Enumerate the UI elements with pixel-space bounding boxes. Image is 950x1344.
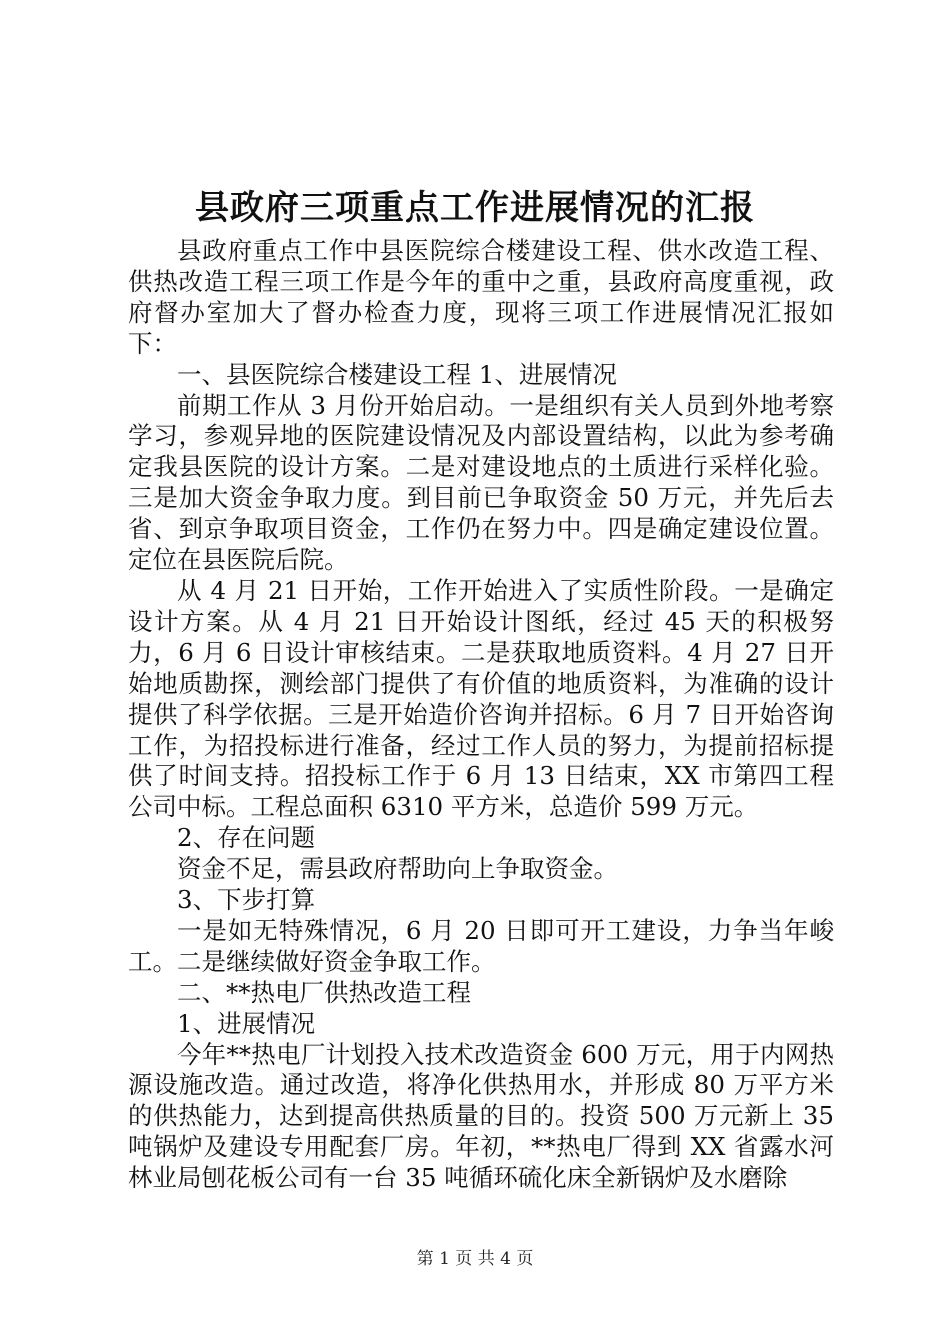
paragraph-next-steps: 一是如无特殊情况，6 月 20 日即可开工建设，力争当年峻工。二是继续做好资金争取工作。 — [128, 915, 834, 976]
document-body — [128, 236, 834, 1194]
paragraph-substantive-stage: 从 4 月 21 日开始，工作开始进入了实质性阶段。一是确定设计方案。从 4 月 21 日开始设计图纸，经过 45 天的积极努力，6 月 6 日设计审核结束。二是获取地质资料。4 月 27 日开始地质勘探，测绘部门提供了有价值的地质资料，为准确的设计提供了科学依据。三是开始造价咨询并招标。6 月 7 日开始咨询工作，为招投标进行准备，经过工作人员的努力，为提前招标提供了时间支持。招投标工作于 6 月 13 日结束，XX 市第四工程公司中标。工程总面积 6310 平方米，总造价 599 万元。 — [128, 575, 834, 822]
subheading-next-steps: 3、下步打算 — [177, 885, 316, 915]
subheading-problems: 2、存在问题 — [177, 823, 316, 853]
paragraph-heating-progress: 今年**热电厂计划投入技术改造资金 600 万元，用于内网热源设施改造。通过改造，将净化供热用水，并形成 80 万平方米的供热能力，达到提高供热质量的目的。投资 500 万元新上 35 吨锅炉及建设专用配套厂房。年初，**热电厂得到 XX 省露水河林业局刨花板公司有一台 35 吨循环硫化床全新锅炉及水磨除 — [128, 1039, 834, 1193]
document-title: 县政府三项重点工作进展情况的汇报 — [195, 188, 755, 228]
paragraph-early-work: 前期工作从 3 月份开始启动。一是组织有关人员到外地考察学习，参观异地的医院建设情况及内部设置结构，以此为参考确定我县医院的设计方案。二是对建设地点的土质进行采样化验。三是加大资金争取力度。到目前已争取资金 50 万元，并先后去省、到京争取项目资金，工作仍在努力中。四是确定建设位置。定位在县医院后院。 — [128, 390, 834, 575]
paragraph-intro: 县政府重点工作中县医院综合楼建设工程、供水改造工程、供热改造工程三项工作是今年的重中之重，县政府高度重视，政府督办室加大了督办检查力度，现将三项工作进展情况汇报如下： — [128, 236, 834, 358]
section-heading-heating: 二、**热电厂供热改造工程 — [177, 977, 471, 1007]
paragraph-problems: 资金不足，需县政府帮助向上争取资金。 — [177, 854, 618, 884]
page-footer: 第 1 页 共 4 页 — [416, 1249, 534, 1269]
section-heading-hospital: 一、县医院综合楼建设工程 1、进展情况 — [177, 359, 617, 389]
subheading-heating-progress: 1、进展情况 — [177, 1008, 316, 1038]
